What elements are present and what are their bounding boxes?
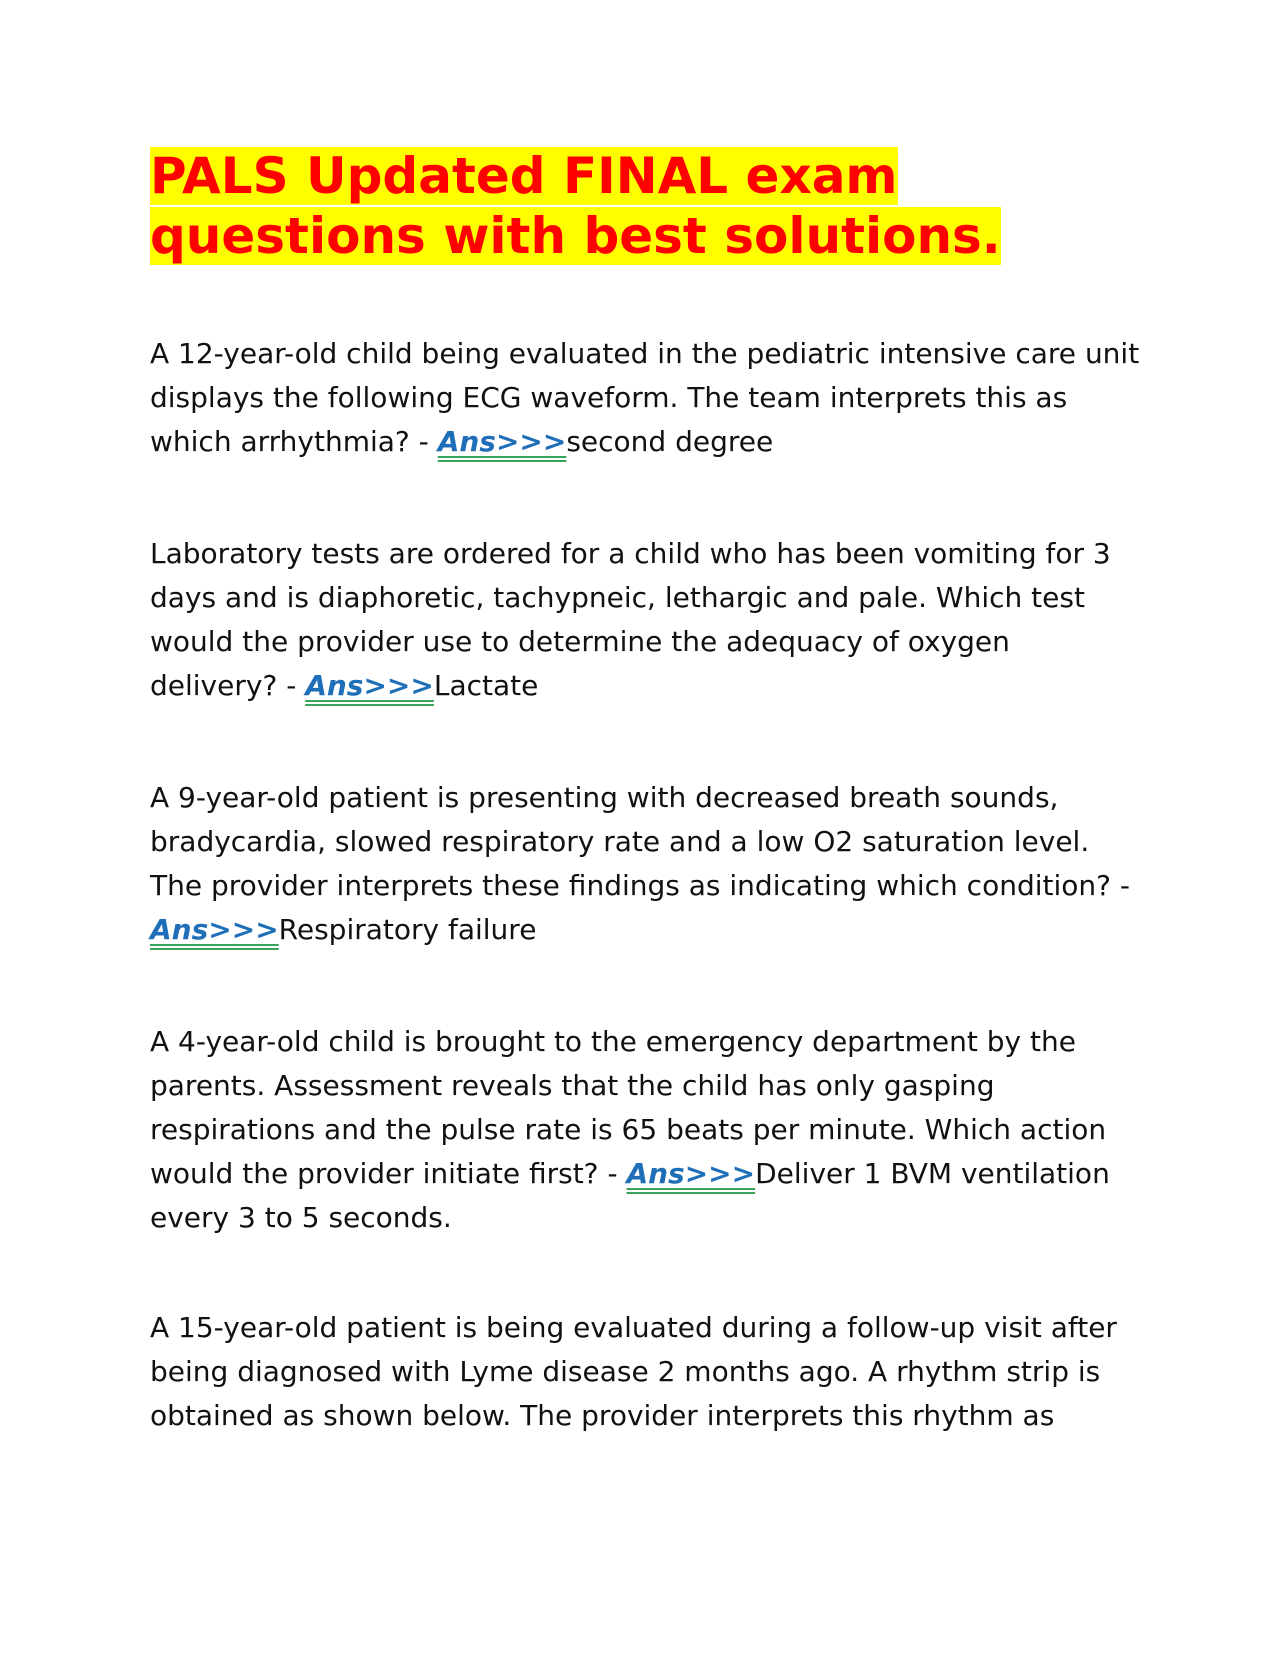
question-text: Laboratory tests are ordered for a child who has been vomiting for 3 days and is diaphoretic, tachypneic, lethargic and pale. Which test would the provider use to determine the adequacy of oxygen delivery? - — [150, 537, 1111, 702]
qa-item-4 — [150, 1020, 1140, 1240]
question-text: A 15-year-old patient is being evaluated during a follow-up visit after being diagnosed with Lyme disease 2 months ago. A rhythm strip is obtained as shown below. The provider interprets this rhythm as — [150, 1311, 1117, 1432]
answer-text: Deliver 1 BVM ventilation every 3 to 5 seconds. — [150, 1157, 1110, 1234]
question-text: A 4-year-old child is brought to the emergency department by the parents. Assessment reveals that the child has only gasping respirations and the pulse rate is 65 beats per minute. Which action would the provider initiate first? - — [150, 1025, 1107, 1190]
answer-link[interactable]: Ans>>> — [626, 1157, 756, 1190]
qa-item-3 — [150, 776, 1140, 952]
answer-text: second degree — [566, 425, 774, 458]
qa-item-2 — [150, 532, 1140, 708]
question-text: A 9-year-old patient is presenting with decreased breath sounds, bradycardia, slowed respiratory rate and a low O2 saturation level. The provider interprets these findings as indicating which condition? - — [150, 781, 1130, 902]
question-text: A 12-year-old child being evaluated in the pediatric intensive care unit displays the following ECG waveform. The team interprets this as which arrhythmia? - — [150, 337, 1140, 458]
answer-link[interactable]: Ans>>> — [150, 913, 279, 946]
document-page — [150, 146, 1140, 1432]
answer-text: Respiratory failure — [278, 913, 537, 946]
answer-link[interactable]: Ans>>> — [305, 669, 434, 702]
document-title — [150, 146, 1140, 266]
qa-item-5 — [150, 1306, 1140, 1438]
answer-text: Lactate — [433, 669, 539, 702]
answer-link[interactable]: Ans>>> — [437, 425, 567, 458]
qa-item-1 — [150, 332, 1140, 464]
title-highlight: PALS Updated FINAL exam questions with best solutions. — [150, 147, 1001, 265]
